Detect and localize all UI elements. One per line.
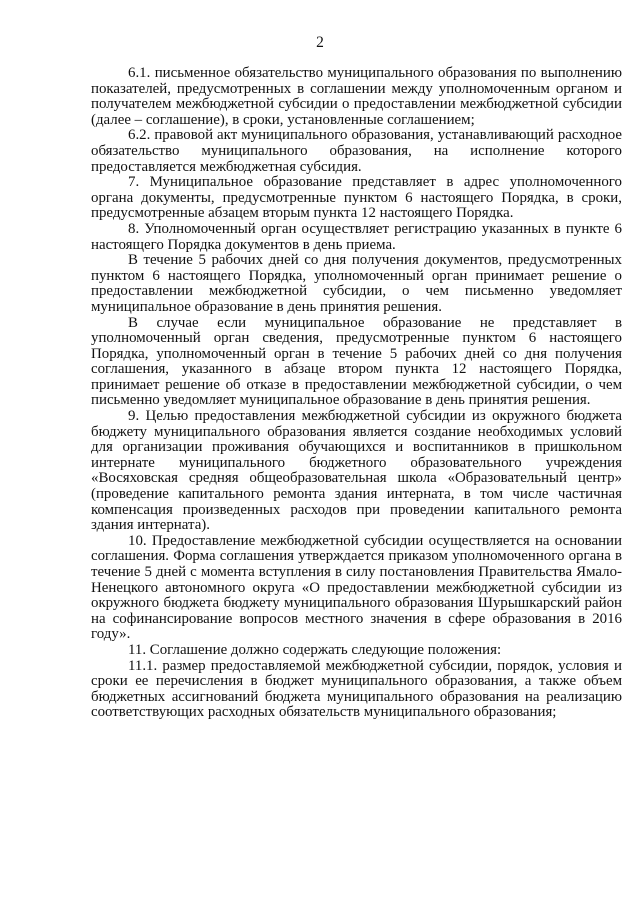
paragraph-10: 10. Предоставление межбюджетной субсидии осуществляется на основании соглашения. Форма соглашения утверждается приказом уполномоченного органа в течение 5 дней с момента вступления в силу постановления Правительства Ямало-Ненецкого автономного округа «О предоставлении межбюджетной субсидии из окружного бюджета бюджету муниципального образования Шурышкарский район на софинансирование вопросов местного значения в сфере образования в 2016 году». — [91, 532, 622, 643]
paragraph-11: 11. Соглашение должно содержать следующие положения: — [128, 641, 502, 658]
paragraph-8: 8. Уполномоченный орган осуществляет регистрацию указанных в пункте 6 настоящего Порядка документов в день приема. — [91, 220, 622, 253]
paragraph-6-1: 6.1. письменное обязательство муниципального образования по выполнению показателей, предусмотренных в соглашении между уполномоченным органом и получателем межбюджетной субсидии о предоставлении межбюджетной субсидии (далее – соглашение), в сроки, установленные соглашением; — [91, 65, 622, 128]
paragraph-11-1: 11.1. размер предоставляемой межбюджетной субсидии, порядок, условия и сроки ее перечисления в бюджет муниципального образования, а также объем бюджетных ассигнований бюджета муниципального образования на реализацию соответствующих расходных обязательств муниципального образования; — [91, 657, 622, 721]
page-number: 2 — [316, 34, 324, 51]
paragraph-6-2: 6.2. правовой акт муниципального образования, устанавливающий расходное обязательство муниципального образования, на исполнение которого предоставляется межбюджетная субсидия. — [91, 127, 622, 175]
paragraph-7: 7. Муниципальное образование представляет в адрес уполномоченного органа документы, предусмотренные пунктом 6 настоящего Порядка, в сроки, предусмотренные абзацем вторым пункта 12 настоящего Порядка. — [91, 174, 622, 222]
document-body — [91, 66, 622, 721]
paragraph-8-decision: В течение 5 рабочих дней со дня получения документов, предусмотренных пунктом 6 настоящего Порядка, уполномоченный орган принимает решение о предоставлении межбюджетной субсидии, о чем письменно уведомляет муниципальное образование в день принятия решения. — [91, 252, 622, 315]
paragraph-9: 9. Целью предоставления межбюджетной субсидии из окружного бюджета бюджету муниципального образования является создание необходимых условий для организации проживания обучающихся и воспитанников в пришкольном интернате муниципального бюджетного образовательного учреждения «Восяховская средняя общеобразовательная школа «Образовательный центр» (проведение капитального ремонта здания интерната, в том числе частичная компенсация произведенных расходов при проведении капитального ремонта здания интерната). — [91, 408, 622, 534]
paragraph-8-refusal: В случае если муниципальное образование не представляет в уполномоченный орган сведения, предусмотренные пунктом 6 настоящего Порядка, уполномоченный орган в течение 5 рабочих дней со дня получения соглашения, указанного в абзаце втором пункта 12 настоящего Порядка, принимает решение об отказе в предоставлении межбюджетной субсидии, о чем письменно уведомляет муниципальное образование в день принятия решения. — [91, 314, 622, 409]
